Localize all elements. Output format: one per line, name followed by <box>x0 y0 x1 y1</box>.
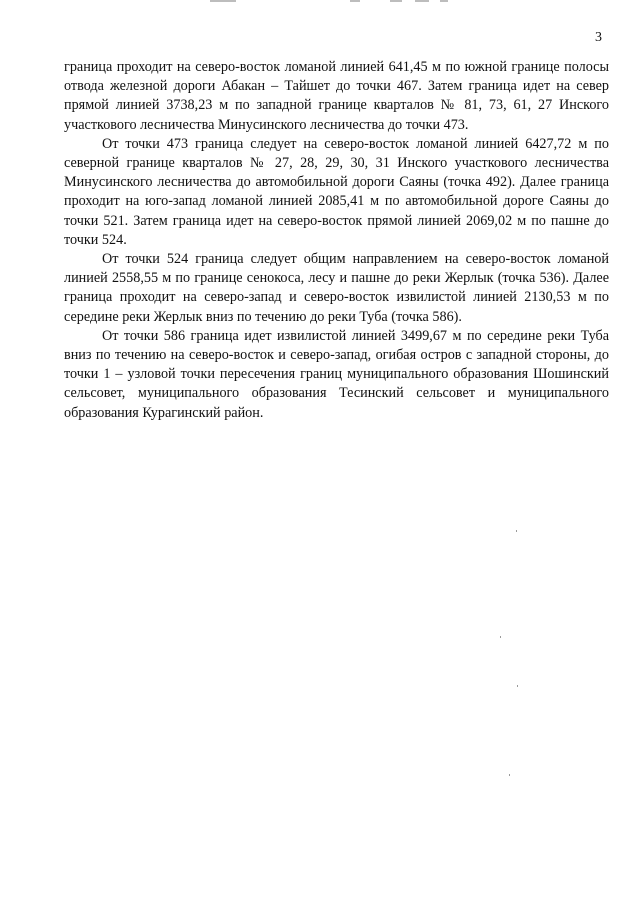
scan-speck <box>509 774 510 776</box>
paragraph-3: От точки 524 граница следует общим направлением на северо-восток ломаной линией 2558,55 м по границе сенокоса, лесу и пашне до реки Жерлык (точка 536). Далее граница проходит на северо-запад и северо-восток извилистой линией 2130,53 м по середине реки Жерлык вниз по течению до реки Туба (точка 586). <box>64 251 609 325</box>
scan-speck <box>517 685 518 687</box>
paragraph-2: От точки 473 граница следует на северо-восток ломаной линией 6427,72 м по северной границе кварталов № 27, 28, 29, 30, 31 Инского участкового лесничества Минусинского лесничества до автомобильной дороги Саяны (точка 492). Далее граница проходит на юго-запад ломаной линией 2085,41 м по автомобильной дороге Саяны до точки 521. Затем граница идет на северо-восток прямой линией 2069,02 м по пашне до точки 524. <box>64 135 609 248</box>
scan-artifact <box>190 0 490 4</box>
scan-speck <box>500 636 501 638</box>
paragraph-1: граница проходит на северо-восток ломаной линией 641,45 м по южной границе полосы отвода железной дороги Абакан – Тайшет до точки 467. Затем граница идет на север прямой линией 3738,23 м по западной границе кварталов № 81, 73, 61, 27 Инского участкового лесничества Минусинского лесничества до точки 473. <box>64 59 609 133</box>
page-number: 3 <box>595 30 602 45</box>
document-body <box>64 58 609 423</box>
scan-speck <box>516 530 517 532</box>
paragraph-4: От точки 586 граница идет извилистой линией 3499,67 м по середине реки Туба вниз по течению на северо-восток и северо-запад, огибая остров с западной стороны, до точки 1 – узловой точки пересечения границ муниципального образования Шошинский сельсовет, муниципального образования Тесинский сельсовет и муниципального образования Курагинский район. <box>64 327 609 421</box>
